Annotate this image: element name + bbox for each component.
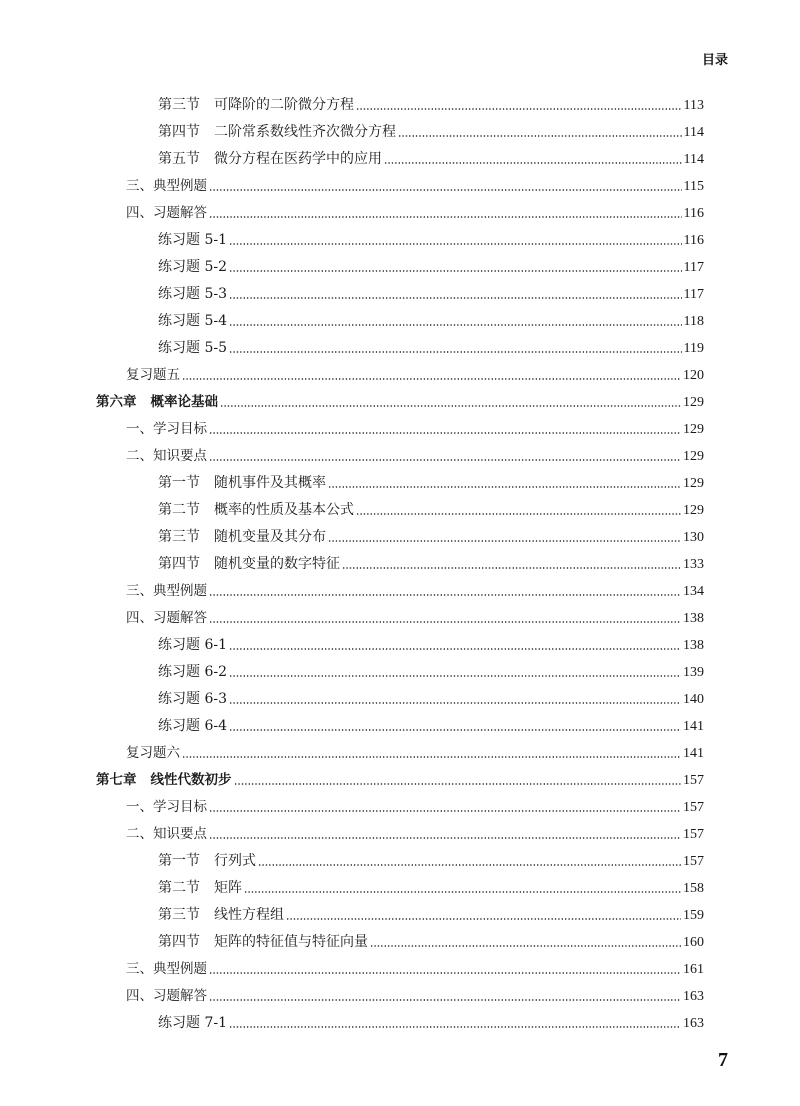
toc-entry-page: 117 — [683, 260, 704, 275]
toc-entry-page: 157 — [683, 854, 704, 869]
dot-leader — [229, 297, 682, 299]
dot-leader — [209, 594, 681, 596]
toc-entry[interactable] — [0, 902, 704, 929]
dot-leader — [209, 999, 681, 1001]
toc-entry[interactable] — [0, 281, 704, 308]
toc-entry-prefix: 第六章 — [96, 394, 137, 410]
toc-entry-title: 矩阵 — [214, 880, 242, 896]
dot-leader — [384, 162, 682, 164]
toc-entry-page: 158 — [683, 881, 704, 896]
toc-entry-title: 三、典型例题 — [126, 961, 207, 977]
dot-leader — [398, 135, 682, 137]
page-number: 7 — [718, 1049, 728, 1071]
toc-entry-prefix: 第四节 — [158, 934, 200, 950]
toc-entry-prefix: 第三节 — [158, 907, 200, 923]
toc-entry-prefix: 第一节 — [158, 853, 200, 869]
dot-leader — [328, 540, 681, 542]
dot-leader — [258, 864, 681, 866]
toc-entry-label — [158, 1010, 227, 1037]
toc-entry-title: 可降阶的二阶微分方程 — [214, 97, 354, 113]
dot-leader — [182, 756, 681, 758]
toc-entry-title: 随机变量及其分布 — [214, 529, 326, 545]
toc-entry-page: 161 — [683, 962, 704, 977]
dot-leader — [229, 270, 682, 272]
toc-entry[interactable] — [0, 821, 704, 848]
dot-leader — [229, 351, 682, 353]
toc-entry-page: 138 — [683, 638, 704, 653]
toc-entry[interactable] — [0, 632, 704, 659]
toc-entry[interactable] — [0, 389, 704, 416]
toc-entry-label — [158, 929, 368, 956]
toc-entry[interactable] — [0, 146, 704, 173]
dot-leader — [356, 513, 681, 515]
toc-entry-label — [158, 119, 396, 146]
dot-leader — [342, 567, 681, 569]
toc-entry-label — [158, 335, 227, 362]
toc-entry-label — [96, 767, 232, 794]
toc-entry[interactable] — [0, 740, 704, 767]
toc-entry[interactable] — [0, 119, 704, 146]
toc-entry[interactable] — [0, 578, 704, 605]
dot-leader — [286, 918, 681, 920]
toc-entry[interactable] — [0, 308, 704, 335]
toc-entry-prefix: 第三节 — [158, 529, 200, 545]
dot-leader — [229, 729, 681, 731]
toc-entry-label — [96, 389, 218, 416]
toc-entry[interactable] — [0, 605, 704, 632]
toc-entry-title: 概率论基础 — [150, 394, 218, 410]
toc-entry-page: 130 — [683, 530, 704, 545]
toc-entry-page: 157 — [683, 773, 704, 788]
toc-entry-page: 115 — [683, 179, 704, 194]
toc-entry-page: 113 — [683, 98, 704, 113]
dot-leader — [229, 243, 682, 245]
toc-entry-title: 一、学习目标 — [126, 421, 207, 437]
dot-leader — [328, 486, 681, 488]
toc-entry[interactable] — [0, 443, 704, 470]
toc-entry-page: 139 — [683, 665, 704, 680]
toc-entry[interactable] — [0, 956, 704, 983]
toc-entry-page: 129 — [683, 422, 704, 437]
toc-entry-prefix: 第七章 — [96, 772, 137, 788]
toc-entry-page: 134 — [683, 584, 704, 599]
toc-entry-page: 129 — [683, 476, 704, 491]
toc-entry[interactable] — [0, 875, 704, 902]
toc-entry-title: 练习题 6-4 — [158, 718, 227, 734]
dot-leader — [209, 810, 681, 812]
toc-entry-title: 练习题 6-2 — [158, 664, 227, 680]
toc-entry-title: 三、典型例题 — [126, 178, 207, 194]
toc-entry-title: 复习题六 — [126, 745, 180, 761]
toc-entry-page: 118 — [683, 314, 704, 329]
toc-entry-page: 159 — [683, 908, 704, 923]
toc-entry[interactable] — [0, 767, 704, 794]
toc-entry[interactable] — [0, 92, 704, 119]
toc-entry-label — [158, 497, 354, 524]
toc-entry-title: 概率的性质及基本公式 — [214, 502, 354, 518]
toc-entry-page: 119 — [683, 341, 704, 356]
toc-entry[interactable] — [0, 254, 704, 281]
toc-entry-title: 二、知识要点 — [126, 826, 207, 842]
dot-leader — [209, 972, 681, 974]
toc-entry-page: 157 — [683, 800, 704, 815]
toc-entry-prefix: 第二节 — [158, 880, 200, 896]
toc-entry[interactable] — [0, 929, 704, 956]
dot-leader — [209, 432, 681, 434]
toc-entry-label — [158, 551, 340, 578]
toc-entry-label — [126, 956, 207, 983]
toc-entry-prefix: 第四节 — [158, 124, 200, 140]
dot-leader — [370, 945, 681, 947]
toc-entry-label — [158, 524, 326, 551]
dot-leader — [229, 324, 682, 326]
toc-entry-label — [158, 308, 227, 335]
dot-leader — [209, 837, 681, 839]
toc-entry-title: 练习题 6-1 — [158, 637, 227, 653]
toc-entry[interactable] — [0, 335, 704, 362]
toc-entry-title: 练习题 5-3 — [158, 286, 227, 302]
toc-entry-title: 三、典型例题 — [126, 583, 207, 599]
toc-entry-title: 练习题 5-5 — [158, 340, 227, 356]
dot-leader — [209, 216, 682, 218]
toc-entry[interactable] — [0, 470, 704, 497]
toc-entry-label — [158, 659, 227, 686]
toc-entry-label — [126, 443, 207, 470]
toc-entry-title: 行列式 — [214, 853, 256, 869]
toc-entry-title: 线性方程组 — [214, 907, 284, 923]
toc-entry-page: 129 — [683, 449, 704, 464]
toc-entry-title: 练习题 5-2 — [158, 259, 227, 275]
toc-entry-title: 微分方程在医药学中的应用 — [214, 151, 382, 167]
toc-entry[interactable] — [0, 551, 704, 578]
toc-entry-label — [158, 632, 227, 659]
dot-leader — [244, 891, 681, 893]
toc-entry-label — [158, 686, 227, 713]
toc-entry-page: 114 — [683, 152, 704, 167]
toc-entry-page: 157 — [683, 827, 704, 842]
toc-entry-title: 随机事件及其概率 — [214, 475, 326, 491]
toc-entry-title: 复习题五 — [126, 367, 180, 383]
toc-entry-prefix: 第三节 — [158, 97, 200, 113]
toc-entry-title: 一、学习目标 — [126, 799, 207, 815]
dot-leader — [234, 783, 682, 785]
toc-entry-label — [158, 281, 227, 308]
toc-entry-page: 141 — [683, 746, 704, 761]
toc-entry-label — [126, 578, 207, 605]
dot-leader — [182, 378, 681, 380]
toc-entry-page: 114 — [683, 125, 704, 140]
toc-entry-page: 116 — [683, 233, 704, 248]
toc-entry-title: 二阶常系数线性齐次微分方程 — [214, 124, 396, 140]
toc-entry-title: 四、习题解答 — [126, 610, 207, 626]
toc-entry[interactable] — [0, 227, 704, 254]
toc-entry-label — [126, 794, 207, 821]
toc-entry-title: 练习题 7-1 — [158, 1015, 227, 1031]
dot-leader — [229, 702, 681, 704]
toc-entry-prefix: 第四节 — [158, 556, 200, 572]
toc-entry[interactable] — [0, 713, 704, 740]
toc-entry-label — [126, 200, 207, 227]
toc-entry-title: 矩阵的特征值与特征向量 — [214, 934, 368, 950]
toc-entry-title: 二、知识要点 — [126, 448, 207, 464]
toc-entry-page: 129 — [683, 395, 704, 410]
dot-leader — [220, 405, 681, 407]
toc-entry[interactable] — [0, 983, 704, 1010]
toc-entry[interactable] — [0, 497, 704, 524]
toc-entry-label — [126, 173, 207, 200]
dot-leader — [229, 1026, 681, 1028]
toc-entry-page: 163 — [683, 989, 704, 1004]
toc-entry[interactable] — [0, 524, 704, 551]
toc-entry-prefix: 第一节 — [158, 475, 200, 491]
toc-entry-label — [158, 227, 227, 254]
toc-entry[interactable] — [0, 794, 704, 821]
toc-entry-label — [126, 740, 180, 767]
dot-leader — [356, 108, 682, 110]
dot-leader — [229, 675, 681, 677]
toc-entry-page: 120 — [683, 368, 704, 383]
toc-entry-page: 163 — [683, 1016, 704, 1031]
toc-entry[interactable] — [0, 362, 704, 389]
toc-entry-label — [158, 470, 326, 497]
toc-entry-page: 138 — [683, 611, 704, 626]
toc-entry-label — [158, 848, 256, 875]
toc-entry-prefix: 第五节 — [158, 151, 200, 167]
toc-entry-label — [126, 983, 207, 1010]
toc-entry-page: 141 — [683, 719, 704, 734]
toc-entry-label — [158, 92, 354, 119]
toc-entry-title: 练习题 5-1 — [158, 232, 227, 248]
toc-entry-page: 133 — [683, 557, 704, 572]
toc-entry[interactable] — [0, 173, 704, 200]
toc-entry-title: 四、习题解答 — [126, 205, 207, 221]
dot-leader — [229, 648, 681, 650]
toc-entry-prefix: 第二节 — [158, 502, 200, 518]
toc-entry[interactable] — [0, 1010, 704, 1037]
toc-entry-label — [158, 875, 242, 902]
toc-entry-page: 129 — [683, 503, 704, 518]
toc-entry[interactable] — [0, 848, 704, 875]
toc-entry-title: 线性代数初步 — [150, 772, 232, 788]
dot-leader — [209, 621, 681, 623]
toc-entry[interactable] — [0, 659, 704, 686]
toc-entry-title: 练习题 6-3 — [158, 691, 227, 707]
toc-entry-title: 四、习题解答 — [126, 988, 207, 1004]
toc-entry[interactable] — [0, 416, 704, 443]
toc-entry-label — [158, 902, 284, 929]
toc-entry-page: 160 — [683, 935, 704, 950]
toc-entry-title: 随机变量的数字特征 — [214, 556, 340, 572]
toc-entry-label — [126, 416, 207, 443]
toc-entry-label — [126, 821, 207, 848]
toc-entry[interactable] — [0, 200, 704, 227]
toc-entry-page: 140 — [683, 692, 704, 707]
toc-entry-label — [158, 713, 227, 740]
toc-entry-label — [158, 254, 227, 281]
toc-entry[interactable] — [0, 686, 704, 713]
toc-entry-label — [126, 362, 180, 389]
toc-entry-page: 116 — [683, 206, 704, 221]
toc-entry-label — [126, 605, 207, 632]
toc-entry-title: 练习题 5-4 — [158, 313, 227, 329]
toc-entry-label — [158, 146, 382, 173]
running-header-title: 目录 — [701, 53, 728, 68]
toc-entry-page: 117 — [683, 287, 704, 302]
dot-leader — [209, 189, 682, 191]
dot-leader — [209, 459, 681, 461]
